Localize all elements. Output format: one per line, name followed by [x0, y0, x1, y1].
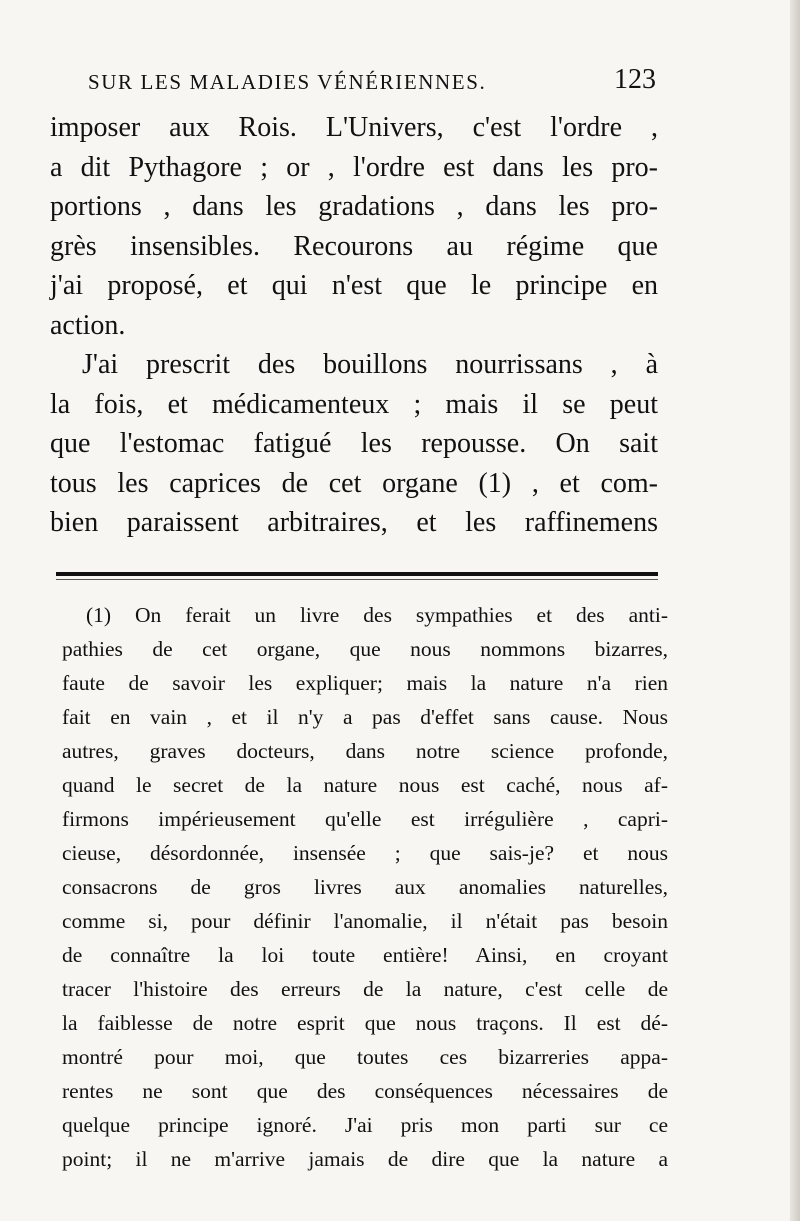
footnote-line: (1) On ferait un livre des sympathies et des anti-	[86, 603, 668, 627]
footnote-line: consacrons de gros livres aux anomalies naturelles,	[62, 875, 668, 899]
footnote-line: de connaître la loi toute entière! Ainsi, en croyant	[62, 943, 668, 967]
main-text-line: a dit Pythagore ; or , l'ordre est dans les pro-	[50, 151, 658, 183]
main-text-line: action.	[50, 309, 126, 341]
running-title: SUR LES MALADIES VÉNÉRIENNES.	[88, 70, 487, 94]
footnote-line: quelque principe ignoré. J'ai pris mon parti sur ce	[62, 1113, 668, 1137]
main-text-line: bien paraissent arbitraires, et les raffinemens	[50, 507, 658, 538]
footnote-line: rentes ne sont que des conséquences nécessaires de	[62, 1079, 668, 1103]
footnote-line: faute de savoir les expliquer; mais la nature n'a rien	[62, 671, 668, 695]
page-edge-shadow	[790, 0, 800, 1221]
footnote-line: montré pour moi, que toutes ces bizarreries appa-	[62, 1045, 668, 1069]
main-text-line: que l'estomac fatigué les repousse. On sait	[50, 428, 658, 459]
footnote-line: tracer l'histoire des erreurs de la nature, c'est celle de	[62, 977, 668, 1001]
footnote-separator-thin	[56, 579, 658, 580]
footnote-line: fait en vain , et il n'y a pas d'effet sans cause. Nous	[62, 705, 668, 729]
page-number: 123	[614, 64, 656, 95]
footnote-line: quand le secret de la nature nous est caché, nous af-	[62, 773, 668, 797]
main-text-line: grès insensibles. Recourons au régime que	[50, 230, 658, 262]
footnote-line: la faiblesse de notre esprit que nous traçons. Il est dé-	[62, 1011, 668, 1035]
main-text	[50, 108, 658, 543]
footnote	[62, 598, 668, 1176]
footnote-line: point; il ne m'arrive jamais de dire que la nature a	[62, 1147, 668, 1171]
main-text-line: portions , dans les gradations , dans les pro-	[50, 191, 658, 222]
footnote-line: comme si, pour définir l'anomalie, il n'était pas besoin	[62, 909, 668, 933]
footnote-line: cieuse, désordonnée, insensée ; que sais-je? et nous	[62, 841, 668, 865]
main-text-line: imposer aux Rois. L'Univers, c'est l'ordre ,	[50, 112, 658, 143]
footnote-line: pathies de cet organe, que nous nommons bizarres,	[62, 637, 668, 661]
footnote-separator	[56, 572, 658, 576]
footnote-line: autres, graves docteurs, dans notre science profonde,	[62, 739, 668, 763]
running-head	[88, 64, 656, 98]
main-text-line: la fois, et médicamenteux ; mais il se peut	[50, 388, 658, 420]
main-text-line: j'ai proposé, et qui n'est que le principe en	[50, 270, 658, 301]
main-text-line: tous les caprices de cet organe (1) , et com-	[50, 467, 658, 499]
footnote-line: firmons impérieusement qu'elle est irrégulière , capri-	[62, 807, 668, 831]
main-text-line: J'ai prescrit des bouillons nourrissans , à	[82, 349, 658, 380]
